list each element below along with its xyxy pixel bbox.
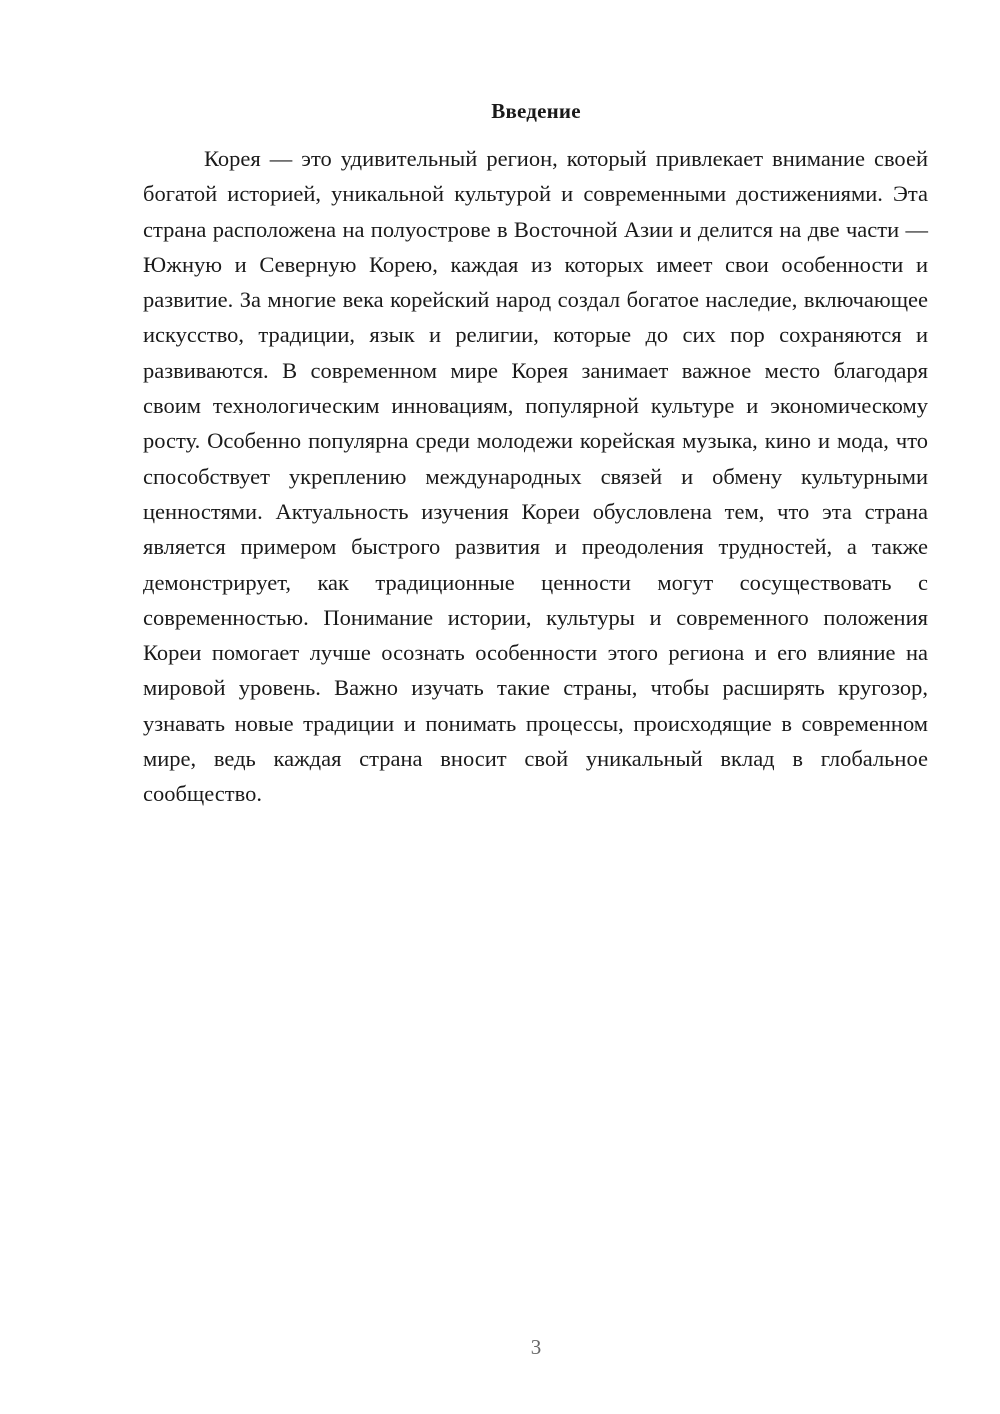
page-number: 3	[530, 1335, 542, 1359]
body-paragraph: Корея — это удивительный регион, который привлекает внимание своей богатой историей, уникальной культурой и современными достижениями. Эта страна расположена на полуострове в Восточной Азии и делится на две части — Южную и Северную Корею, каждая из которых имеет свои особенности и развитие. За многие века корейский народ создал богатое наследие, включающее искусство, традиции, язык и религии, которые до сих пор сохраняются и развиваются. В современном мире Корея занимает важное место благодаря своим технологическим инновациям, популярной культуре и экономическому росту. Особенно популярна среди молодежи корейская музыка, кино и мода, что способствует укреплению международных связей и обмену культурными ценностями. Актуальность изучения Кореи обусловлена тем, что эта страна является примером быстрого развития и преодоления трудностей, а также демонстрирует, как традиционные ценности могут сосуществовать с современностью. Понимание истории, культуры и современного положения Кореи помогает лучше осознать особенности этого региона и его влияние на мировой уровень. Важно изучать такие страны, чтобы расширять кругозор, узнавать новые традиции и понимать процессы, происходящие в современном мире, ведь каждая страна вносит свой уникальный вклад в глобальное сообщество.	[143, 146, 928, 807]
section-heading: Введение	[491, 99, 581, 123]
